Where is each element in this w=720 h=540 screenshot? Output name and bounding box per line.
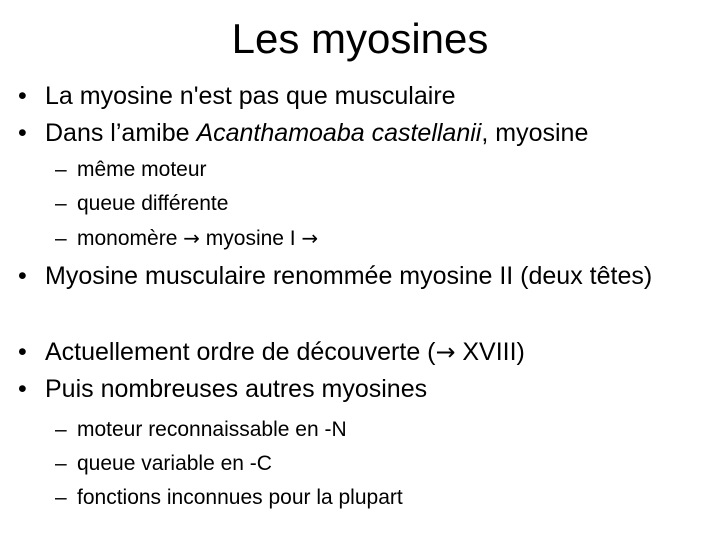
sub-bullet-item	[55, 484, 695, 512]
bullet-item	[18, 373, 698, 405]
bullet-item	[18, 336, 698, 368]
bullet-item	[18, 117, 698, 149]
bullet-marker: •	[18, 375, 27, 403]
bullet-text: Puis nombreuses autres myosines	[45, 375, 428, 403]
bullet-text-part: Dans l’amibe	[45, 119, 197, 147]
bullet-text	[45, 117, 698, 149]
bullet-item	[18, 80, 698, 112]
bullet-marker: •	[18, 82, 27, 110]
dash-marker: –	[55, 418, 67, 441]
sub-bullet-text: moteur reconnaissable en -N	[77, 418, 347, 441]
dash-marker: –	[55, 158, 67, 181]
sub-bullet-text: queue variable en -C	[77, 452, 272, 475]
sub-bullet-item	[55, 450, 695, 478]
dash-marker: –	[55, 192, 67, 215]
bullet-text-part: , myosine	[481, 119, 589, 147]
sub-bullet-item	[55, 156, 695, 184]
sub-bullet-item	[55, 190, 695, 218]
sub-bullet-text: même moteur	[77, 158, 207, 181]
sub-bullet-text: fonctions inconnues pour la plupart	[77, 486, 403, 509]
bullet-text: La myosine n'est pas que musculaire	[45, 82, 456, 110]
sub-bullet-text: queue différente	[77, 192, 229, 215]
bullet-text: Myosine musculaire renommée myosine II (deux têtes)	[45, 262, 653, 290]
sub-bullet-text: myosine I	[199, 227, 302, 250]
species-name: Acanthamoaba castellanii	[196, 119, 482, 147]
right-arrow-icon: →	[183, 226, 200, 250]
right-arrow-icon: →	[301, 226, 319, 250]
bullet-text-part: Actuellement ordre de découverte (	[45, 338, 436, 366]
dash-marker: –	[55, 486, 67, 509]
sub-bullet-text: monomère	[77, 227, 184, 250]
bullet-marker: •	[18, 338, 27, 366]
bullet-text-part: XVIII)	[455, 338, 525, 366]
bullet-marker: •	[18, 119, 27, 147]
bullet-marker: •	[18, 262, 27, 290]
slide-title: Les myosines	[231, 15, 489, 62]
bullet-item	[18, 260, 658, 292]
right-arrow-icon: →	[435, 338, 456, 366]
sub-bullet-item	[55, 416, 695, 444]
dash-marker: –	[55, 227, 67, 250]
bullet-text	[45, 336, 698, 368]
sub-bullet-item	[55, 224, 695, 253]
dash-marker: –	[55, 452, 67, 475]
